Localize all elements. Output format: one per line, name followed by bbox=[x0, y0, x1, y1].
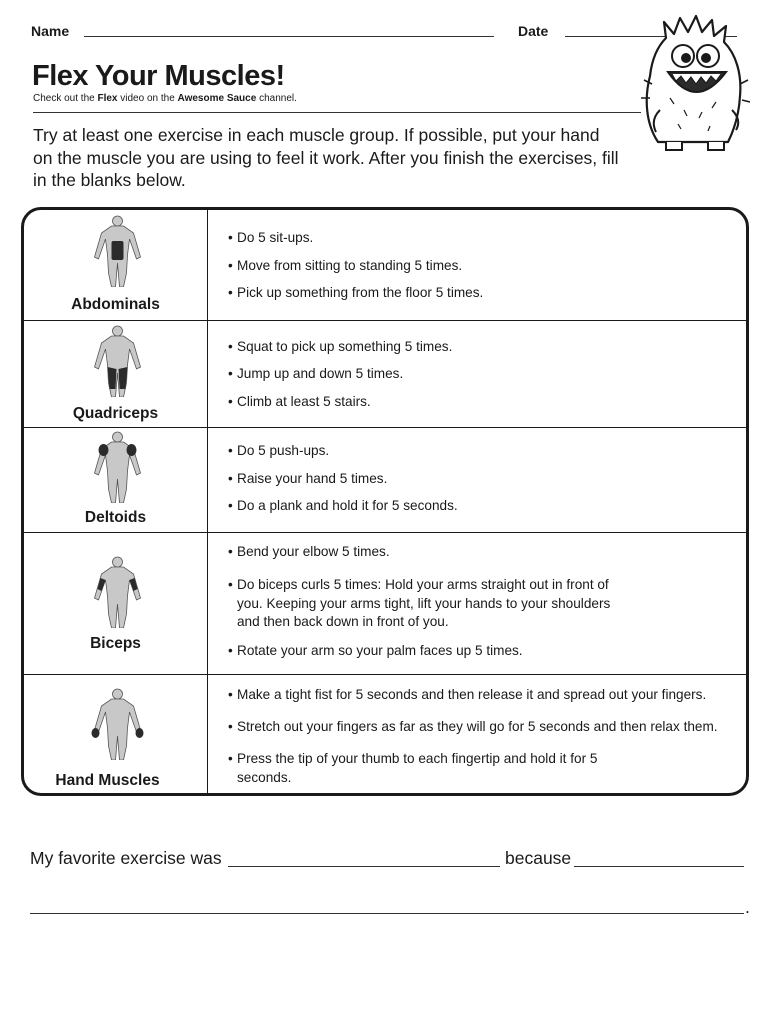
exercise-item bbox=[228, 393, 738, 412]
channel-name: Awesome Sauce bbox=[177, 93, 257, 104]
end-period: . bbox=[745, 897, 750, 917]
exercise-text: Move from sitting to standing 5 times. bbox=[237, 258, 463, 273]
exercise-item bbox=[228, 338, 738, 357]
exercise-text: Make a tight fist for 5 seconds and then release it and spread out your fingers. bbox=[237, 687, 707, 702]
exercise-text: Stretch out your fingers as far as they will go for 5 seconds and then relax them. bbox=[237, 719, 718, 734]
exercise-item bbox=[228, 229, 738, 248]
bullet: • bbox=[228, 577, 233, 592]
exercise-text: Do biceps curls 5 times: Hold your arms straight out in front of you. Keeping your arms tight, lift your hands to your shoulders and then back down in front of you. bbox=[237, 577, 611, 629]
muscle-name: Hand Muscles bbox=[55, 772, 160, 789]
subtitle bbox=[33, 93, 297, 104]
exercise-text: Do 5 push-ups. bbox=[237, 443, 330, 458]
exercise-text: Jump up and down 5 times. bbox=[237, 366, 404, 381]
bullet: • bbox=[228, 719, 233, 734]
favorite-exercise-prompt: My favorite exercise was bbox=[30, 848, 222, 868]
muscle-row-quadriceps bbox=[24, 320, 746, 428]
exercise-item bbox=[228, 365, 738, 384]
muscle-row-biceps bbox=[24, 532, 746, 675]
muscle-row-abdominals bbox=[24, 210, 746, 320]
exercise-item bbox=[228, 576, 618, 632]
exercise-text: Climb at least 5 stairs. bbox=[237, 394, 371, 409]
worksheet-title: Flex Your Muscles! bbox=[32, 60, 285, 92]
bullet: • bbox=[228, 258, 233, 273]
exercise-text: Pick up something from the floor 5 times. bbox=[237, 285, 484, 300]
exercise-item bbox=[228, 284, 738, 303]
exercise-item bbox=[228, 470, 738, 489]
muscle-name: Quadriceps bbox=[72, 405, 159, 422]
bullet: • bbox=[228, 687, 233, 702]
because-field[interactable] bbox=[574, 866, 744, 867]
bullet: • bbox=[228, 544, 233, 559]
hand-muscles-figure-icon bbox=[80, 688, 155, 760]
because-label: because bbox=[505, 848, 572, 868]
exercise-item bbox=[228, 497, 738, 516]
bullet: • bbox=[228, 394, 233, 409]
reason-field[interactable] bbox=[30, 913, 744, 914]
bullet: • bbox=[228, 230, 233, 245]
muscle-row-hand-muscles bbox=[24, 674, 746, 796]
exercise-item bbox=[228, 642, 738, 661]
exercise-item bbox=[228, 543, 738, 562]
exercise-text: Do a plank and hold it for 5 seconds. bbox=[237, 498, 458, 513]
monster-mascot-icon bbox=[636, 14, 754, 154]
bullet: • bbox=[228, 339, 233, 354]
date-label: Date bbox=[518, 23, 549, 39]
exercise-text: Squat to pick up something 5 times. bbox=[237, 339, 453, 354]
exercise-table bbox=[21, 207, 749, 796]
exercise-item bbox=[228, 686, 738, 705]
subtitle-part3: channel. bbox=[256, 93, 297, 104]
bullet: • bbox=[228, 471, 233, 486]
muscle-row-deltoids bbox=[24, 427, 746, 533]
exercise-item bbox=[228, 442, 738, 461]
biceps-figure-icon bbox=[80, 556, 155, 628]
instructions: Try at least one exercise in each muscle group. If possible, put your hand on the muscle you are using to feel it work. After you finish the exercises, fill in the blanks below. bbox=[33, 125, 619, 190]
subtitle-part1: Check out the bbox=[33, 93, 98, 104]
abdominals-figure-icon bbox=[80, 215, 155, 287]
name-label: Name bbox=[31, 23, 70, 39]
video-name: Flex bbox=[97, 93, 118, 104]
exercise-text: Do 5 sit-ups. bbox=[237, 230, 314, 245]
bullet: • bbox=[228, 285, 233, 300]
bullet: • bbox=[228, 498, 233, 513]
muscle-name: Biceps bbox=[90, 635, 141, 652]
favorite-exercise-field[interactable] bbox=[228, 866, 500, 867]
exercise-text: Raise your hand 5 times. bbox=[237, 471, 388, 486]
exercise-item bbox=[228, 257, 738, 276]
exercise-text: Press the tip of your thumb to each fingertip and hold it for 5 seconds. bbox=[237, 751, 598, 785]
name-field[interactable] bbox=[84, 36, 494, 37]
bullet: • bbox=[228, 643, 233, 658]
quadriceps-figure-icon bbox=[80, 325, 155, 397]
subtitle-part2: video on the bbox=[117, 93, 178, 104]
bullet: • bbox=[228, 751, 233, 766]
title-rule bbox=[33, 112, 641, 113]
exercise-text: Bend your elbow 5 times. bbox=[237, 544, 390, 559]
muscle-name: Abdominals bbox=[71, 296, 160, 313]
bullet: • bbox=[228, 443, 233, 458]
exercise-item bbox=[228, 750, 608, 787]
exercise-text: Rotate your arm so your palm faces up 5 times. bbox=[237, 643, 523, 658]
deltoids-figure-icon bbox=[80, 431, 155, 503]
bullet: • bbox=[228, 366, 233, 381]
exercise-item bbox=[228, 718, 738, 737]
muscle-name: Deltoids bbox=[84, 509, 147, 526]
